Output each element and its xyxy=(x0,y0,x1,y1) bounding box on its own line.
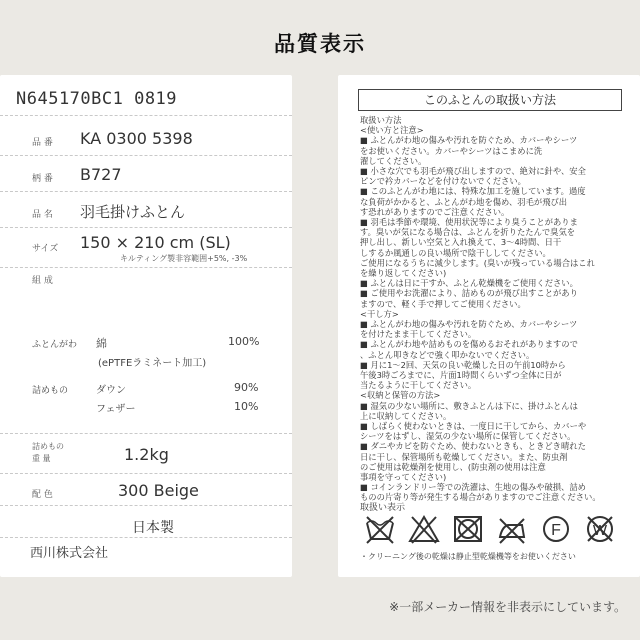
care-instruction-line: 、ふとん叩きなどで強く叩かないでください。 xyxy=(360,349,535,360)
divider xyxy=(0,433,292,434)
cover-note: (ePTFEラミネート加工) xyxy=(98,358,207,369)
divider xyxy=(0,267,292,268)
quality-label xyxy=(0,75,292,577)
care-instruction-line: 濯してください。 xyxy=(360,155,427,166)
fill-key: 詰めもの xyxy=(32,386,69,396)
row-key: サイズ xyxy=(32,244,59,254)
composition-heading: 組 成 xyxy=(32,276,53,286)
manufacturer-name: 西川株式会社 xyxy=(30,546,109,561)
serial-number: N645170BC1 0819 xyxy=(16,89,178,109)
care-instruction-line: す恐れがありますのでご注意ください。 xyxy=(360,206,510,217)
care-instruction-line: 上に収納してください。 xyxy=(360,410,452,421)
care-instruction-line: ピンで衿カバーなどを付けないでください。 xyxy=(360,176,526,187)
care-instruction-line: <使い方と注意> xyxy=(360,125,424,136)
row-value: B727 xyxy=(80,165,122,184)
fill-name: ダウン xyxy=(96,385,126,396)
symbols-heading: 取扱い表示 xyxy=(360,503,406,513)
care-instruction-line: を繰り返してください) xyxy=(360,268,447,278)
care-instruction-line: しするか風通しの良い場所で陰干ししてください。 xyxy=(360,247,551,258)
care-instruction-line: 取扱い方法 xyxy=(360,115,402,125)
care-label xyxy=(338,75,640,577)
care-instruction-line: 午後3時ごろまでに、片面1時間くらいずつ全体に日が xyxy=(360,370,562,380)
tumble-dry-prohibited-icon xyxy=(452,513,484,545)
divider xyxy=(0,191,292,192)
divider xyxy=(0,505,292,506)
disclaimer-note: ※一部メーカー情報を非表示にしています。 xyxy=(389,600,626,614)
row-key: 柄 番 xyxy=(32,174,53,184)
care-instruction-line: ■ ふとんがわ地や詰めものを傷めるおそれがありますので xyxy=(360,339,578,350)
divider xyxy=(0,537,292,538)
symbols-footer-note: ・クリーニング後の乾燥は静止型乾燥機等をお使いください xyxy=(360,552,576,561)
size-tolerance-note: キルティング製非容範囲+5%, -3% xyxy=(120,254,248,263)
page-title: 品質表示 xyxy=(274,32,366,56)
divider xyxy=(0,473,292,474)
care-instruction-line: ■ 湿気の少ない場所に、敷きふとんは下に、掛けふとんは xyxy=(360,400,578,411)
color-key: 配 色 xyxy=(32,490,53,500)
svg-text:W: W xyxy=(592,522,608,539)
iron-prohibited-icon xyxy=(496,513,528,545)
care-instruction-line: ■ コインランドリー等での洗濯は、生地の傷みや破損、詰め xyxy=(360,482,586,493)
country-of-origin: 日本製 xyxy=(132,520,174,536)
care-instruction-line: 押し出し、新しい空気と入れ換えて、3～4時間、日干 xyxy=(360,237,562,248)
care-instruction-line: <干し方> xyxy=(360,308,399,319)
care-instruction-line: す。臭いが気になる場合は、ふとんを折りたたんで臭気を xyxy=(360,227,576,238)
cover-percent: 100% xyxy=(228,335,260,348)
divider xyxy=(0,227,292,228)
care-instruction-line: 日に干し、保管場所も乾燥してください。また、防虫剤 xyxy=(360,451,568,462)
color-value: 300 Beige xyxy=(118,481,199,500)
care-instruction-line: な負荷がかかると、ふとんがわ地を傷め、羽毛が飛び出 xyxy=(360,196,568,207)
care-symbols xyxy=(364,513,624,549)
care-instruction-line: ■ ふとんは日に干すか、ふとん乾燥機をご使用ください。 xyxy=(360,278,578,289)
care-instruction-line: ■ 月に1～2回、天気の良い乾燥した日の午前10時から xyxy=(360,359,566,370)
row-value: KA 0300 5398 xyxy=(80,129,193,148)
fill-percent: 10% xyxy=(234,400,259,413)
cover-material: 綿 xyxy=(96,337,107,350)
care-instruction-line: をお使いください。カバーやシーツはこまめに洗 xyxy=(360,145,543,156)
care-instruction-line: <収納と保管の方法> xyxy=(360,390,441,401)
row-value: 羽毛掛けふとん xyxy=(80,203,186,221)
wash-prohibited-icon xyxy=(364,513,396,545)
bleach-prohibited-icon xyxy=(408,513,440,545)
fill-name: フェザー xyxy=(96,404,136,415)
care-instruction-line: ■ 小さな穴でも羽毛が飛び出しますので、絶対に針や、安全 xyxy=(360,166,586,176)
fill-percent: 90% xyxy=(234,381,259,394)
care-instruction-line: ますので、軽く手で押してご使用ください。 xyxy=(360,298,526,309)
divider xyxy=(0,115,292,116)
row-value: 150 × 210 cm (SL) xyxy=(80,233,231,252)
care-instruction-line: ■ ふとんがわ地の傷みや汚れを防ぐため、カバーやシーツ xyxy=(360,135,578,146)
weight-value: 1.2kg xyxy=(124,445,169,464)
dry-clean-f-icon xyxy=(540,513,572,545)
divider xyxy=(0,155,292,156)
care-instruction-line: ものの片寄り等が発生する場合がありますのでご注意ください。 xyxy=(360,492,601,503)
weight-key: 詰めもの xyxy=(32,442,64,451)
care-instruction-line: 当たるように干してください。 xyxy=(360,380,477,391)
weight-key: 重 量 xyxy=(32,454,51,463)
svg-text:F: F xyxy=(551,522,561,539)
care-instruction-line: ■ しばらく使わないときは、一度日に干してから、カバーや xyxy=(360,421,587,431)
care-instruction-line: ご使用になるうちに減少します。(臭いが残っている場合はこれ xyxy=(360,257,595,268)
care-instruction-line: ■ ご使用やお洗濯により、詰めものが飛び出すことがあり xyxy=(360,288,578,299)
wet-clean-prohibited-icon xyxy=(584,513,616,545)
care-instruction-line: 事項を守ってください) xyxy=(360,472,447,482)
row-key: 品 番 xyxy=(32,138,53,148)
care-instruction-line: ■ 羽毛は季節や環境、使用状況等により臭うことがありま xyxy=(360,217,578,227)
cover-key: ふとんがわ xyxy=(32,340,78,350)
care-instruction-line: シーツをはずし、湿気の少ない場所に保管してください。 xyxy=(360,431,576,442)
care-instruction-line: ■ ダニやカビを防ぐため、使わないときも、ときどき晴れた xyxy=(360,441,586,452)
care-instruction-line: ■ ふとんがわ地の傷みや汚れを防ぐため、カバーやシーツ xyxy=(360,319,578,329)
row-key: 品 名 xyxy=(32,210,53,220)
care-instruction-line: ■ このふとんがわ地には、特殊な加工を施しています。過度 xyxy=(360,186,586,197)
care-instruction-line: のご使用は乾燥剤を使用し、(防虫剤の使用は注意 xyxy=(360,461,546,472)
care-heading: このふとんの取扱い方法 xyxy=(358,89,622,111)
care-instruction-line: を付けたまま干してください。 xyxy=(360,329,477,340)
